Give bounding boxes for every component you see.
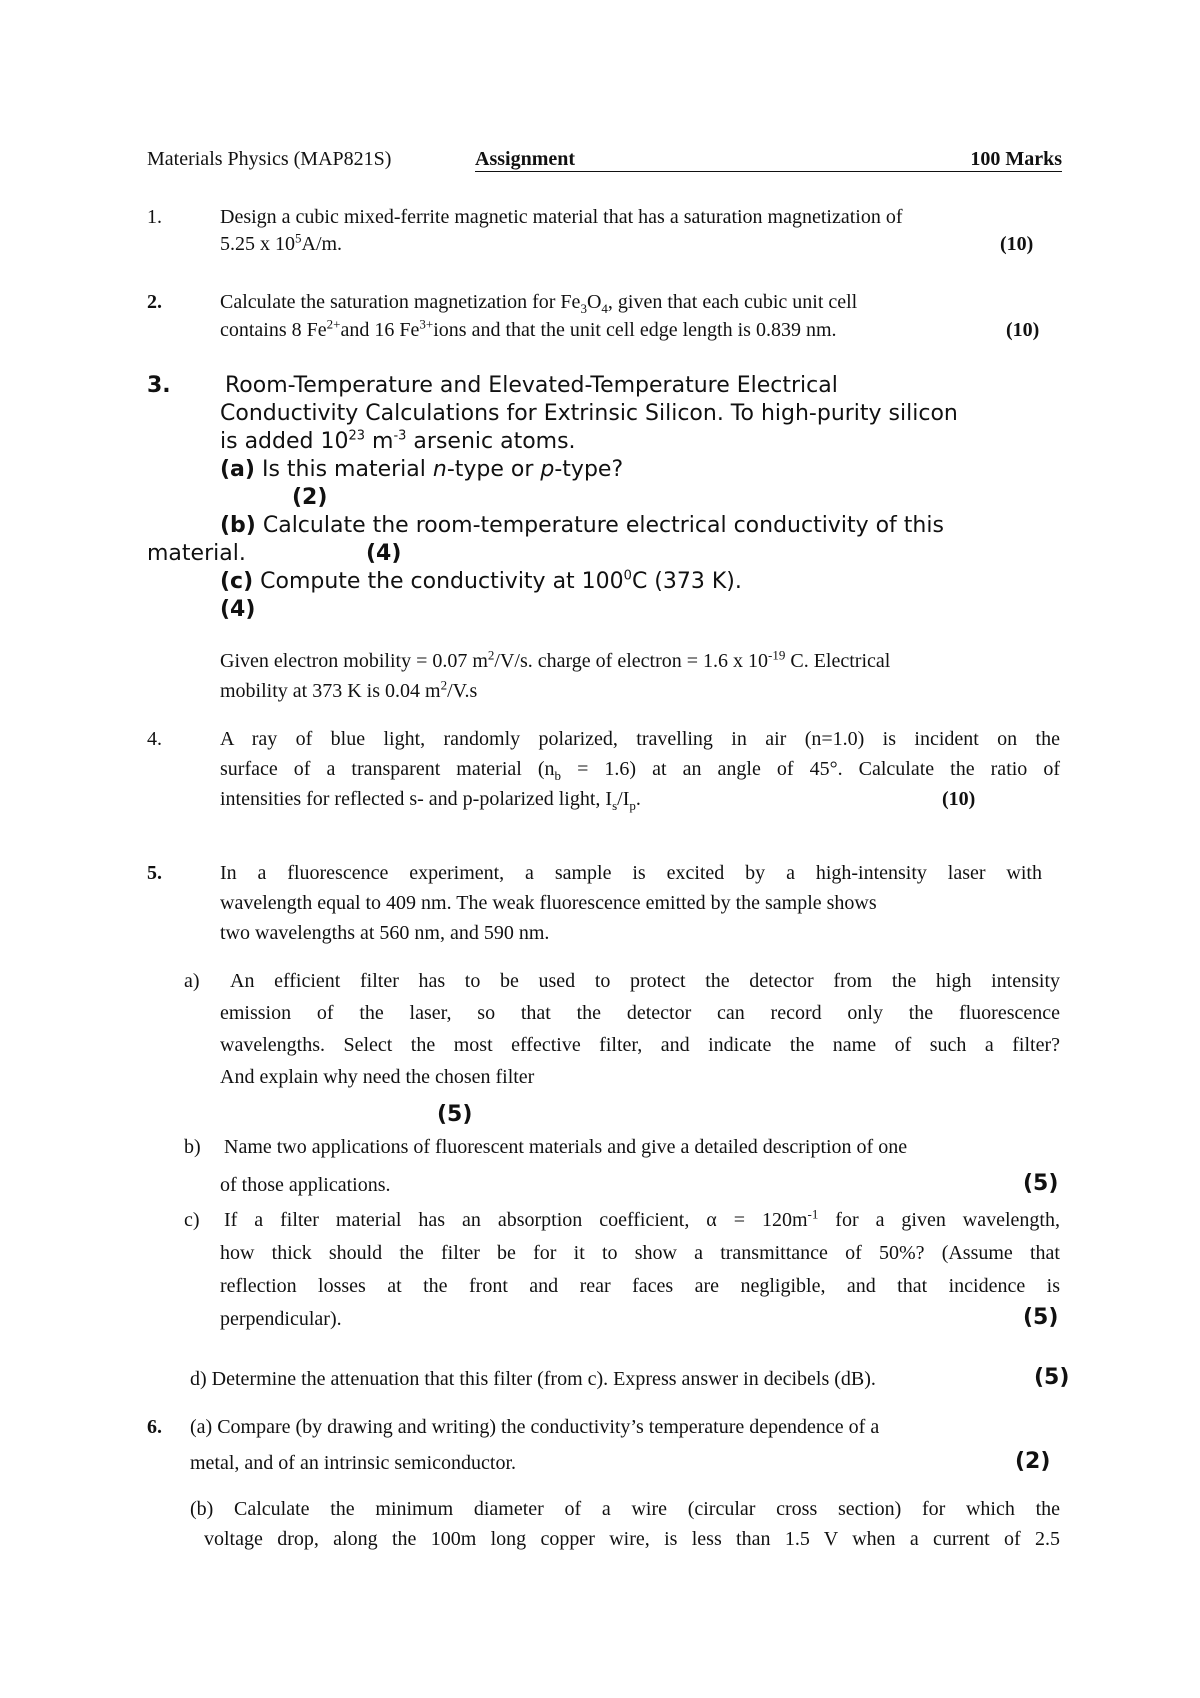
subquestion-c-line: If a filter material has an absorption coefficient, $\alpha = 120m^{-1}$ for a given wavelength,	[224, 1206, 1060, 1231]
subquestion-b: (b) Calculate the room-temperature electrical conductivity of this	[220, 513, 944, 538]
question-text-line: wavelength equal to 409 nm. The weak fluorescence emitted by the sample shows	[220, 892, 877, 914]
subquestion-a-line: (a) Compare (by drawing and writing) the conductivity’s temperature dependence of a	[190, 1416, 880, 1438]
subquestion-a-line: And explain why need the chosen filter	[220, 1066, 535, 1088]
question-number: 2.	[147, 291, 162, 313]
question-marks: (10)	[1000, 233, 1034, 255]
question-text-line: In a fluorescence experiment, a sample is excited by a high-intensity laser with	[220, 862, 1042, 884]
subquestion-a-line: wavelengths. Select the most effective filter, and indicate the name of such a filter?	[220, 1034, 1060, 1056]
subquestion-c-line: reflection losses at the front and rear faces are negligible, and that incidence is	[220, 1275, 1060, 1297]
question-marks: (10)	[942, 788, 976, 810]
subquestion-b-line: Name two applications of fluorescent materials and give a detailed description of one	[224, 1136, 908, 1158]
subquestion-c-line: how thick should the filter be for it to show a transmittance of 50%? (Assume that	[220, 1242, 1060, 1264]
subquestion-marks: (5)	[437, 1102, 473, 1127]
subquestion-b-line: (b) Calculate the minimum diameter of a wire (circular cross section) for which the	[190, 1498, 1060, 1520]
question-text-line: Conductivity Calculations for Extrinsic Silicon. To high-purity silicon	[220, 401, 958, 426]
question-text-line: Room-Temperature and Elevated-Temperature Electrical	[225, 373, 838, 398]
given-data-line: mobility at 373 K is 0.04 $m^2/V.s$	[220, 677, 478, 702]
subquestion-marks: (5)	[1023, 1305, 1059, 1330]
question-text-line: Calculate the saturation magnetization for $Fe_3O_4$, given that each cubic unit cell	[220, 291, 858, 316]
subquestion-marks: (5)	[1034, 1365, 1070, 1390]
subquestion-marks: (5)	[1023, 1171, 1059, 1196]
question-text-line: A ray of blue light, randomly polarized, travelling in air (n=1.0) is incident on the	[220, 728, 1060, 750]
header-underline	[475, 171, 1062, 172]
subquestion-a-line: An efficient filter has to be used to protect the detector from the high intensity	[230, 970, 1060, 992]
subquestion-label: a)	[184, 970, 200, 992]
question-text-line: intensities for reflected s- and p-polarized light, $I_s/I_p$.	[220, 788, 641, 813]
subquestion-b-line: of those applications.	[220, 1174, 391, 1196]
subquestion-marks: (4)	[220, 597, 256, 622]
subquestion-a: (a) Is this material n-type or p-type?	[220, 457, 624, 482]
page-header	[147, 146, 1062, 176]
question-marks: (10)	[1006, 319, 1040, 341]
subquestion-b-continued: material.	[147, 541, 246, 566]
subquestion-a-line: emission of the laser, so that the detector can record only the fluorescence	[220, 1002, 1060, 1024]
subquestion-marks: (2)	[292, 485, 328, 510]
subquestion-a-line: metal, and of an intrinsic semiconductor.	[190, 1452, 517, 1474]
subquestion-c-line: perpendicular).	[220, 1308, 342, 1330]
subquestion-label: b)	[184, 1136, 201, 1158]
question-number: 3.	[147, 373, 171, 398]
assignment-title: Assignment	[475, 148, 576, 170]
question-text-line: is added $10^{23}$ $m^{-3}$ arsenic atoms.	[220, 428, 576, 454]
question-number: 1.	[147, 206, 162, 228]
question-number: 4.	[147, 728, 162, 750]
given-data-line: Given electron mobility = 0.07 $m^2/V/s$. charge of electron = 1.6 x $10^{-19}$ C. Electrical	[220, 647, 891, 672]
question-text-line: contains 8 $Fe^{2+}and$ 16 $Fe^{3+}ions$ and that the unit cell edge length is 0.839 nm.	[220, 316, 837, 341]
question-number: 6.	[147, 1416, 162, 1438]
question-text-line: two wavelengths at 560 nm, and 590 nm.	[220, 922, 550, 944]
subquestion-marks: (2)	[1015, 1449, 1051, 1474]
course-name: Materials Physics (MAP821S)	[147, 148, 392, 170]
total-marks: 100 Marks	[970, 148, 1062, 170]
question-text-line: Design a cubic mixed-ferrite magnetic material that has a saturation magnetization of	[220, 206, 903, 228]
question-number: 5.	[147, 862, 162, 884]
subquestion-marks: (4)	[366, 541, 402, 566]
subquestion-b-line: voltage drop, along the 100m long copper wire, is less than 1.5 V when a current of 2.5	[204, 1528, 1060, 1550]
question-text-line: 5.25 x $10^5A/m$.	[220, 230, 343, 255]
subquestion-c: (c) Compute the conductivity at $100^0C$ (373 K).	[220, 568, 742, 594]
subquestion-d: d) Determine the attenuation that this filter (from c). Express answer in decibels (dB).	[190, 1368, 876, 1390]
subquestion-label: c)	[184, 1209, 200, 1231]
question-text-line: surface of a transparent material $(n_b = 1.6)$ at an angle of 45°. Calculate the ratio of	[220, 758, 1061, 783]
